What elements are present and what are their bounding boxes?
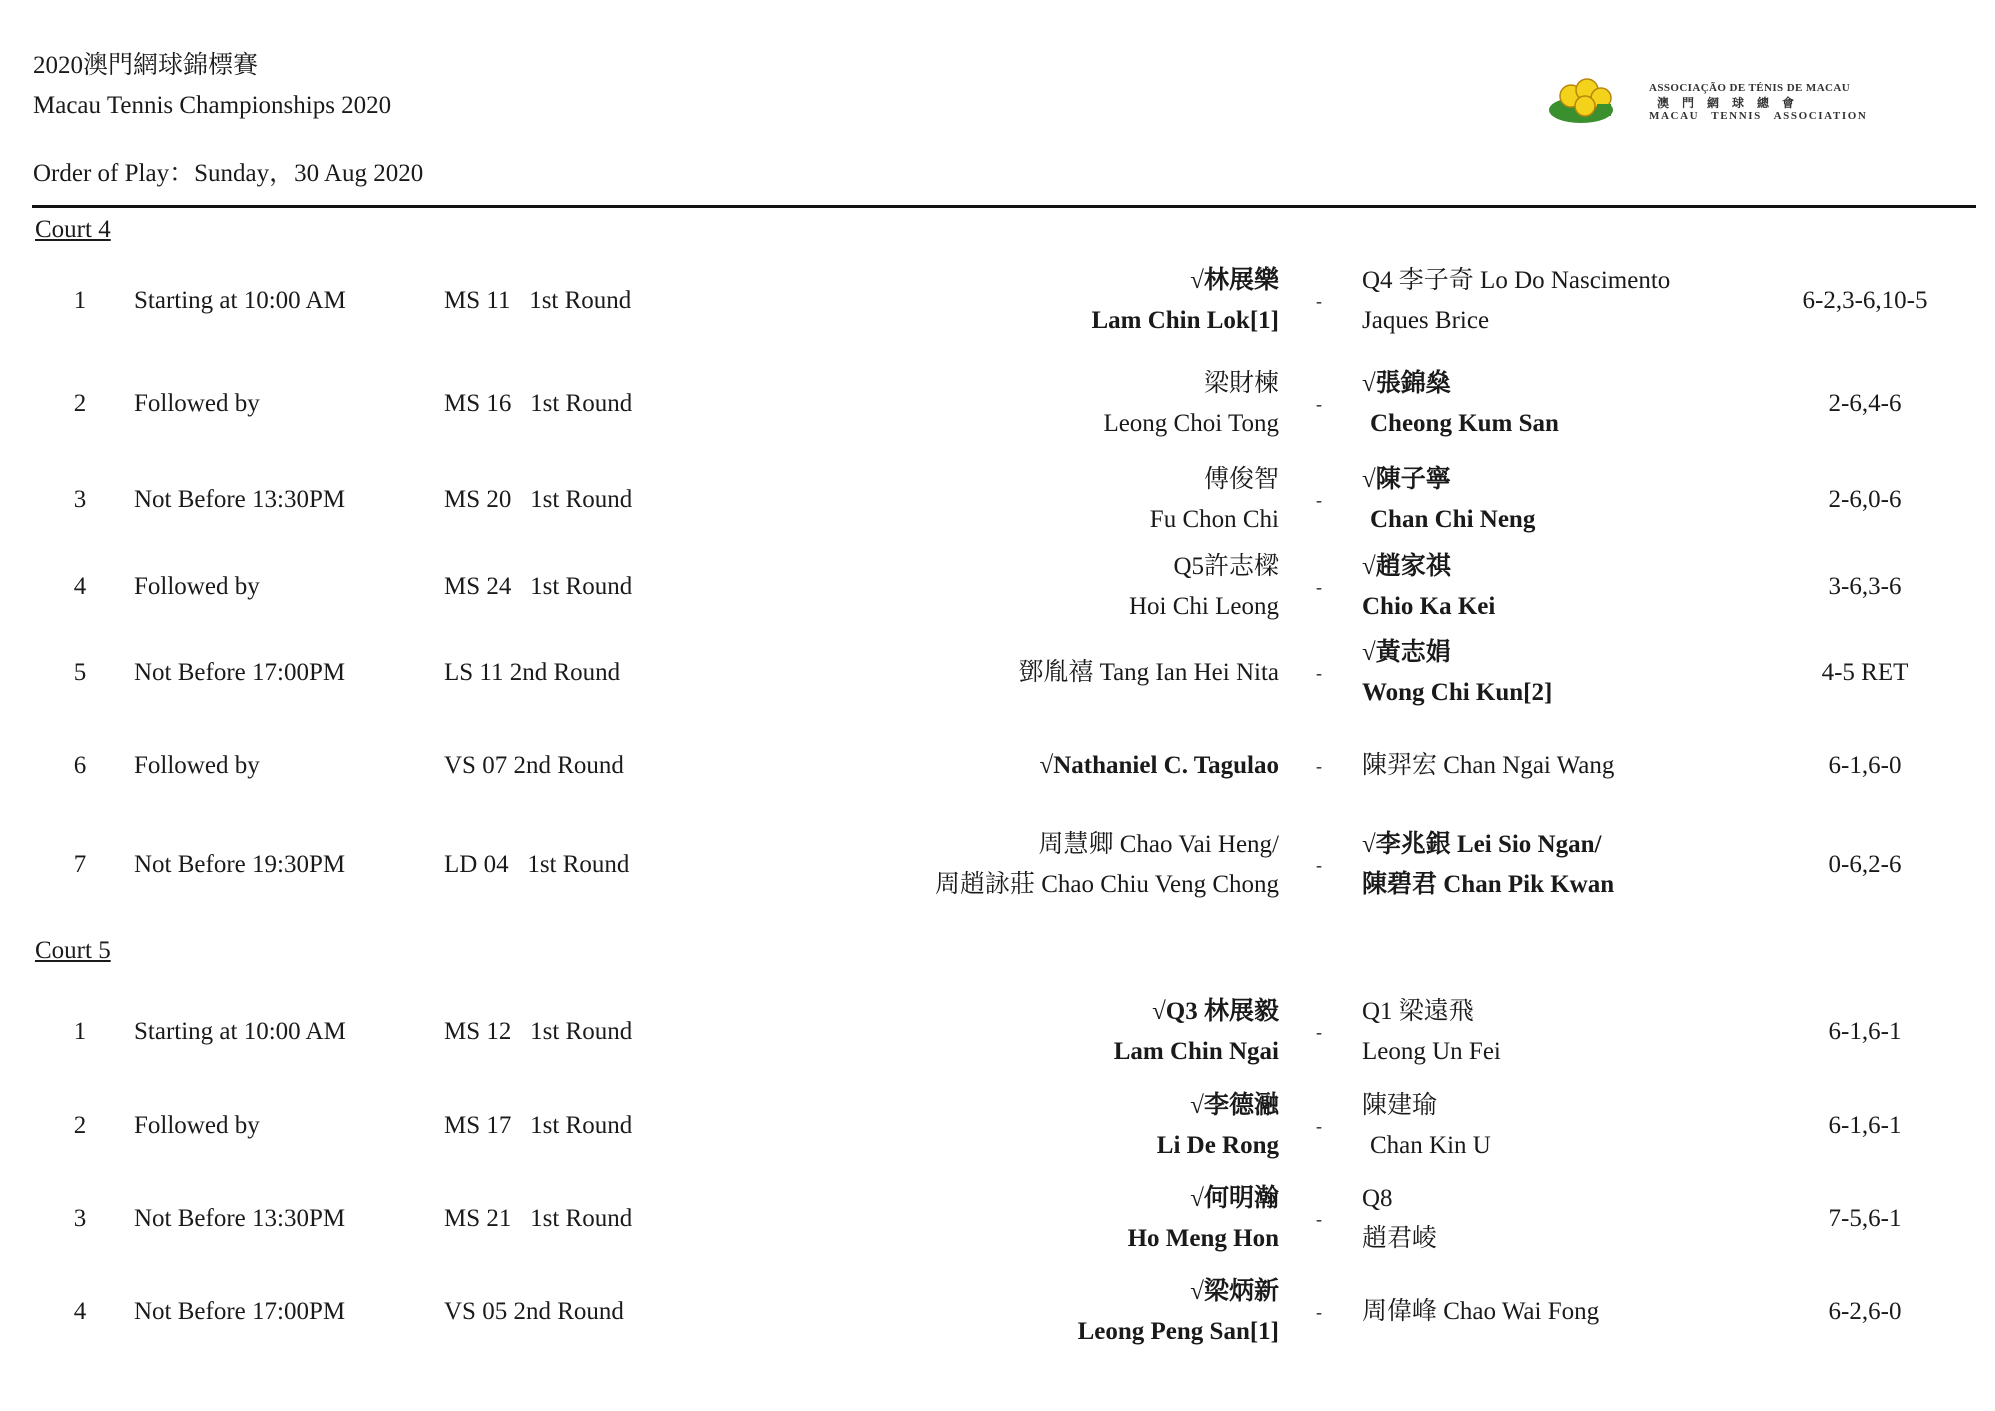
logo-english-name: MACAU TENNIS ASSOCIATION [1649, 110, 1868, 122]
player-2: 陳羿宏 Chan Ngai Wang [1362, 752, 1615, 779]
match-score: 0-6,2-6 [1828, 851, 1902, 878]
match-time: Followed by [134, 1112, 260, 1139]
vs-dash: - [1316, 489, 1322, 510]
vs-dash: - [1316, 1208, 1322, 1229]
match-number: 1 [73, 1018, 87, 1045]
vs-dash: - [1316, 393, 1322, 414]
player-1: √李德瀜 Li De Rong [1156, 1092, 1279, 1159]
match-time: Followed by [134, 752, 260, 779]
title-chinese: 2020澳門網球錦標賽 [33, 52, 259, 79]
player-1: √Q3 林展毅 Lam Chin Ngai [1113, 998, 1279, 1065]
vs-dash: - [1316, 290, 1322, 311]
vs-dash: - [1316, 854, 1322, 875]
match-event: MS 20 1st Round [444, 486, 633, 513]
match-number: 2 [73, 1112, 87, 1139]
vs-dash: - [1316, 1115, 1322, 1136]
match-number: 4 [73, 573, 87, 600]
match-row [0, 820, 1995, 910]
match-score: 6-2,3-6,10-5 [1802, 287, 1928, 314]
player-2: √張錦燊 Cheong Kum San [1362, 370, 1559, 437]
match-number: 4 [73, 1298, 87, 1325]
player-1: 鄧胤禧 Tang Ian Hei Nita [1018, 659, 1279, 686]
player-1: √Nathaniel C. Tagulao [1039, 752, 1279, 779]
match-event: MS 12 1st Round [444, 1018, 633, 1045]
court-5-heading: Court 5 [35, 937, 111, 964]
player-2: √趙家祺 Chio Ka Kei [1362, 553, 1496, 620]
match-event: MS 17 1st Round [444, 1112, 633, 1139]
player-2: √黃志娟 Wong Chi Kun[2] [1362, 639, 1553, 706]
match-score: 2-6,0-6 [1828, 486, 1902, 513]
vs-dash: - [1316, 755, 1322, 776]
match-time: Followed by [134, 573, 260, 600]
match-number: 3 [73, 486, 87, 513]
order-of-play-date: Order of Play：Sunday，30 Aug 2020 [33, 160, 424, 187]
match-number: 3 [73, 1205, 87, 1232]
match-score: 6-1,6-0 [1828, 752, 1902, 779]
vs-dash: - [1316, 1021, 1322, 1042]
match-event: LD 04 1st Round [444, 851, 630, 878]
match-score: 7-5,6-1 [1828, 1205, 1902, 1232]
match-time: Not Before 13:30PM [134, 1205, 346, 1232]
player-2: Q1 梁遠飛 Leong Un Fei [1362, 998, 1501, 1065]
match-row [0, 542, 1995, 632]
match-score: 6-2,6-0 [1828, 1298, 1902, 1325]
tennis-ball-logo-icon [1547, 76, 1643, 126]
player-1: √何明瀚 Ho Meng Hon [1127, 1185, 1279, 1252]
match-score: 4-5 RET [1821, 659, 1909, 686]
match-row [0, 987, 1995, 1077]
vs-dash: - [1316, 1301, 1322, 1322]
match-event: MS 11 1st Round [444, 287, 632, 314]
match-number: 1 [73, 287, 87, 314]
player-1: 梁財楝 Leong Choi Tong [1103, 370, 1279, 437]
match-row [0, 1174, 1995, 1264]
match-row [0, 1267, 1995, 1357]
match-time: Starting at 10:00 AM [134, 287, 346, 314]
match-score: 6-1,6-1 [1828, 1112, 1902, 1139]
match-time: Starting at 10:00 AM [134, 1018, 346, 1045]
player-1: √林展樂 Lam Chin Lok[1] [1091, 267, 1279, 334]
player-1: √梁炳新 Leong Peng San[1] [1077, 1278, 1279, 1345]
player-2: 周偉峰 Chao Wai Fong [1362, 1298, 1600, 1325]
player-2: Q8 趙君崚 [1362, 1185, 1438, 1252]
match-row [0, 455, 1995, 545]
match-time: Not Before 17:00PM [134, 1298, 346, 1325]
match-number: 2 [73, 390, 87, 417]
player-2: √李兆銀 Lei Sio Ngan/ 陳碧君 Chan Pik Kwan [1362, 831, 1615, 898]
match-event: VS 05 2nd Round [444, 1298, 624, 1325]
court-4-heading: Court 4 [35, 216, 111, 243]
match-score: 3-6,3-6 [1828, 573, 1902, 600]
match-number: 6 [73, 752, 87, 779]
match-score: 6-1,6-1 [1828, 1018, 1902, 1045]
player-2: Q4 李子奇 Lo Do Nascimento Jaques Brice [1362, 267, 1671, 334]
vs-dash: - [1316, 662, 1322, 683]
match-number: 7 [73, 851, 87, 878]
match-time: Not Before 13:30PM [134, 486, 346, 513]
logo-chinese-name: 澳門網球總會 [1657, 96, 1808, 110]
match-number: 5 [73, 659, 87, 686]
association-logo [1547, 74, 1867, 134]
match-row [0, 359, 1995, 449]
match-event: MS 24 1st Round [444, 573, 633, 600]
match-event: LS 11 2nd Round [444, 659, 621, 686]
title-english: Macau Tennis Championships 2020 [33, 92, 392, 119]
match-event: MS 21 1st Round [444, 1205, 633, 1232]
player-2: √陳子寧 Chan Chi Neng [1362, 466, 1536, 533]
player-1: 周慧卿 Chao Vai Heng/ 周趙詠莊 Chao Chiu Veng Chong [935, 831, 1279, 898]
player-2: 陳建瑜 Chan Kin U [1362, 1092, 1491, 1159]
player-1: Q5許志樑 Hoi Chi Leong [1129, 553, 1279, 620]
match-score: 2-6,4-6 [1828, 390, 1902, 417]
match-time: Followed by [134, 390, 260, 417]
match-row [0, 721, 1995, 811]
match-time: Not Before 17:00PM [134, 659, 346, 686]
match-row [0, 256, 1995, 346]
match-row [0, 1081, 1995, 1171]
header-divider [32, 205, 1976, 208]
match-time: Not Before 19:30PM [134, 851, 346, 878]
match-row [0, 628, 1995, 718]
match-event: VS 07 2nd Round [444, 752, 624, 779]
player-1: 傅俊智 Fu Chon Chi [1149, 466, 1279, 533]
match-event: MS 16 1st Round [444, 390, 633, 417]
logo-portuguese-name: ASSOCIAÇÃO DE TÉNIS DE MACAU [1649, 82, 1851, 94]
vs-dash: - [1316, 576, 1322, 597]
